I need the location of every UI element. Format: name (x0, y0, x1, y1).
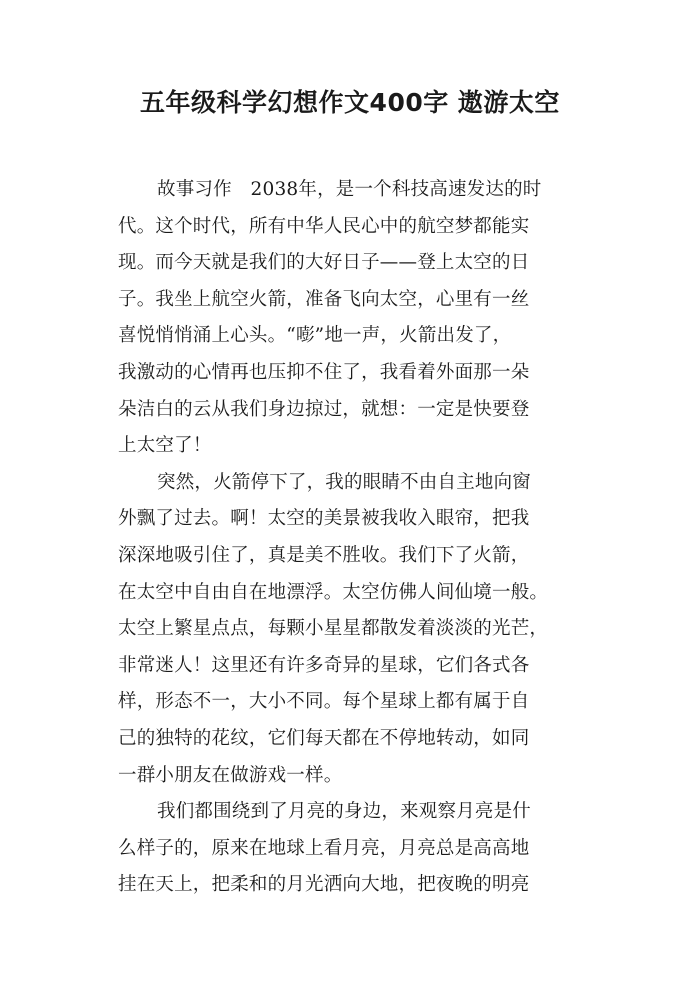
paragraph-line: 代。这个时代，所有中华人民心中的航空梦都能实 (118, 215, 530, 237)
paragraph-line: 太空上繁星点点，每颗小星星都散发着淡淡的光芒， (118, 618, 549, 640)
paragraph-line: 喜悦悄悄涌上心头。“嘭”地一声，火箭出发了， (118, 325, 512, 347)
paragraph-line: 深深地吸引住了，真是美不胜收。我们下了火箭， (118, 544, 530, 566)
paragraph-line: 现。而今天就是我们的大好日子——登上太空的日 (118, 252, 530, 274)
paragraph-line: 非常迷人！这里还有许多奇异的星球，它们各式各 (118, 654, 530, 676)
paragraph-line: 朵洁白的云从我们身边掠过，就想：一定是快要登 (118, 398, 530, 420)
paragraph-line: 子。我坐上航空火箭，准备飞向太空，心里有一丝 (118, 288, 530, 310)
paragraph-line: 挂在天上，把柔和的月光洒向大地，把夜晚的明亮 (118, 874, 530, 896)
paragraph-line: 我们都围绕到了月亮的身边，来观察月亮是什 (157, 801, 532, 823)
paragraph-line: 外飘了过去。啊！太空的美景被我收入眼帘，把我 (118, 508, 530, 530)
paragraph-line: 上太空了！ (118, 435, 212, 457)
paragraph-line: 么样子的，原来在地球上看月亮，月亮总是高高地 (118, 837, 530, 859)
paragraph-line: 一群小朋友在做游戏一样。 (118, 764, 343, 786)
paragraph-line: 样，形态不一，大小不同。每个星球上都有属于自 (118, 691, 530, 713)
paragraph-line: 己的独特的花纹，它们每天都在不停地转动，如同 (118, 727, 530, 749)
paragraph-line: 我激动的心情再也压抑不住了，我看着外面那一朵 (118, 361, 530, 383)
paragraph-line: 突然，火箭停下了，我的眼睛不由自主地向窗 (157, 471, 532, 493)
paragraph-line: 故事习作 2038年，是一个科技高速发达的时 (157, 179, 542, 200)
paragraph-line: 在太空中自由自在地漂浮。太空仿佛人间仙境一般。 (118, 581, 549, 603)
document-body (118, 172, 588, 904)
document-title: 五年级科学幻想作文400字 遨游太空 (140, 88, 560, 117)
